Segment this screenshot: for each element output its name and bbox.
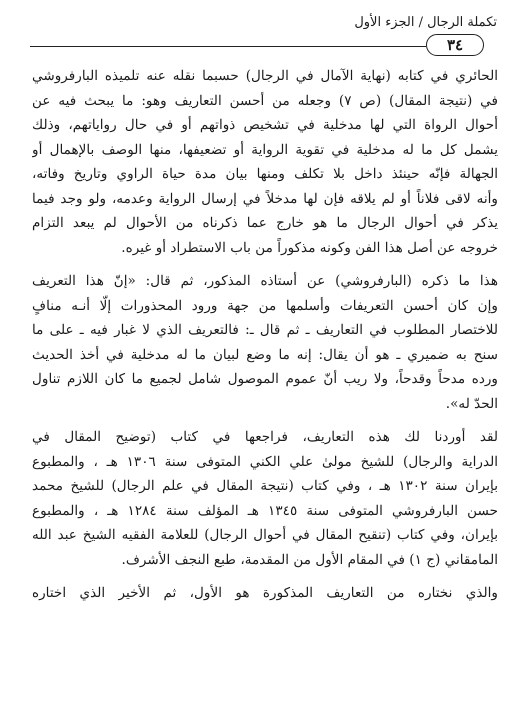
text-line: الجهالة فإنّه حينئذ داخل بلا تكلف ومنها بيان مدة حياة الراوي وتاريخ وفاته، (32, 166, 498, 182)
text-line: هذا ما ذكره (البارفروشي) عن أستاذه المذكور، ثم قال: «إنّ هذا التعريف (32, 273, 498, 289)
header-rule (30, 46, 426, 47)
text-line: بإيران سنة ١٣٠٢ هـ ، وفي كتاب (نتيجة المقال في علم الرجال) للشيخ محمد (32, 478, 498, 494)
text-line: والذي نختاره من التعاريف المذكورة هو الأول، ثم الأخير الذي اختاره (32, 585, 498, 601)
page-number: ٣٤ (426, 34, 484, 56)
text-line: سنح به ضميري ـ هو أن يقال: إنه ما وضع لبيان ما له مدخلية في أخذ الحديث (32, 346, 498, 363)
text-line: في (نتيجة المقال) (ص ٧) وجعله من أحسن التعاريف وهو: ما يبحث فيه عن (32, 92, 498, 109)
text-line: لقد أوردنا لك هذه التعاريف، فراجعها في كتاب (توضيح المقال في (32, 429, 498, 445)
text-line: الحدّ له». (445, 395, 498, 412)
paragraph-1 (32, 64, 498, 260)
text-line: الحائري في كتابه (نهاية الآمال في الرجال) حسبما نقله عنه تلميذه البارفروشي (32, 68, 498, 84)
text-line: ورده مدحاً وقدحاً، ولا ريب أنّ عموم الموصول شامل لجميع ما كان اللازم تناول (32, 371, 498, 387)
text-line: خروجه عن أصل هذا الفن وكونه مذكوراً من باب الاستطراد أو غيره. (121, 239, 498, 256)
paragraph-2 (32, 269, 498, 416)
text-line: يشمل كل ما له مدخلية في تقوية الرواية أو تضعيفها، منها الوصف بالإهمال أو (32, 141, 498, 158)
body-text (32, 64, 498, 615)
running-title: تكملة الرجال / الجزء الأول (354, 15, 497, 30)
text-line: يذكر في أحوال الرجال ما هو خارج عما ذكرناه من الأحوال لم يبعد التزام (32, 215, 498, 231)
text-line: المامقاني (ج ١) في المقام الأول من المقدمة، طبع النجف الأشرف. (121, 551, 498, 568)
text-line: للاختصار المطلوب في التعاريف ـ ثم قال ـ: فالتعريف الذي لا غبار فيه ـ على ما (32, 322, 498, 338)
text-line: الدراية والرجال) للشيخ مولىٰ علي الكني المتوفى سنة ١٣٠٦ هـ ، والمطبوع (32, 453, 498, 470)
text-line: بإيران، وفي كتاب (تنقيح المقال في أحوال الرجال) للعلامة الفقيه الشيخ عبد الله (32, 527, 498, 543)
text-line: أحوال الرواة التي لها مدخلية في تشخيص ذواتهم أو في حال رواياتهم، وذلك (32, 117, 498, 133)
paragraph-3 (32, 425, 498, 572)
text-line: وأنه لاقى فلاناً أو لم يلاقه فإن لها مدخلاً في إرسال الرواية وعدمه، ولو وجد فيما (32, 190, 498, 207)
paragraph-4 (32, 581, 498, 606)
text-line: وإن كان أحسن التعريفات وأسلمها من جهة ورود المحذورات إلّا أنـه منافٍ (32, 297, 498, 314)
text-line: حسن البارفروشي المتوفى سنة ١٣٤٥ هـ المؤلف سنة ١٢٨٤ هـ ، والمطبوع (32, 502, 498, 519)
